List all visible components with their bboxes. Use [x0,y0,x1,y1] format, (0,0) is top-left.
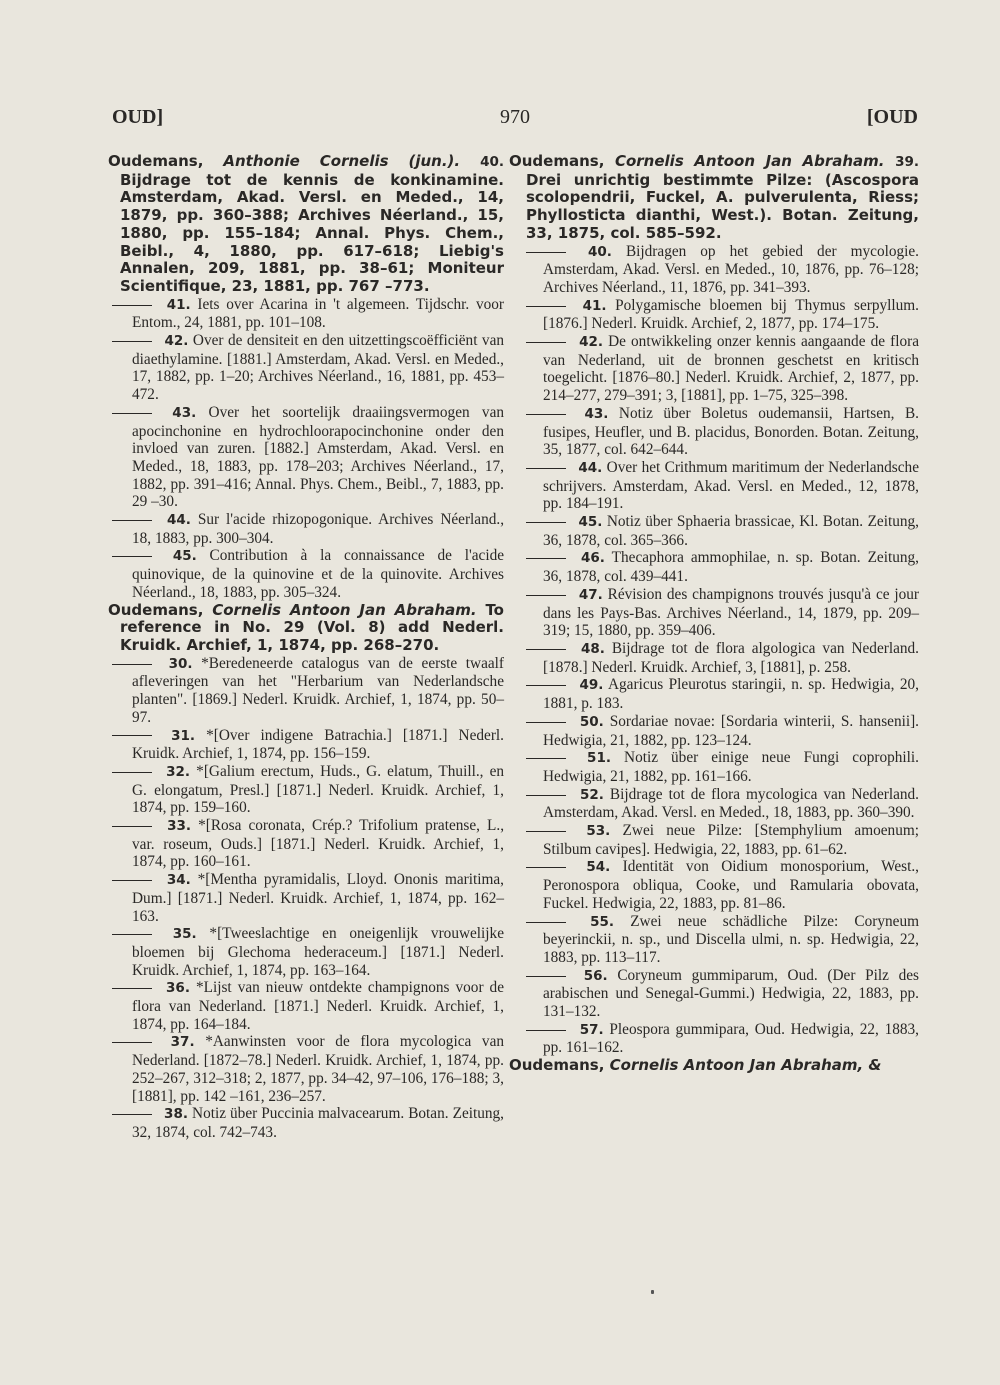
bibliography-entry [543,586,919,640]
entry-text: Drei unrichtig bestimmte Pilze: (Ascospora scolopendrii, Fuckel, A. pulverulenta, Riess; Phyllosticta dianthi, West.). Botan. Zeitung, 33, 1875, col. 585–592. [526,170,919,242]
entry-text: Notiz über Sphaeria brassicae, Kl. Botan. Zeitung, 36, 1878, col. 365–366. [543,513,919,549]
entry-number: 53. [586,823,611,840]
entry-text: Identität von Oidium monosporium, West., Peronospora obliqua, Cooke, und Ramularia obovata, Fuckel. Hedwigia, 22, 1883, pp. 81–86. [543,858,920,912]
entry-text: Zwei neue schädliche Pilze: Coryneum beyerinckii, n. sp., und Discella ulmi, n. sp. Hedwigia, 22, 1883, pp. 113–117. [543,912,920,966]
bibliography-entry [132,547,504,601]
ditto-dash [112,880,152,881]
bibliography-entry [543,1021,919,1057]
ditto-dash [526,1030,566,1031]
entry-text: *Lijst van nieuw ontdekte champignons voor de flora van Nederland. [1871.] Nederl. Kruidk. Archief, 1, 1874, pp. 164–184. [132,979,504,1033]
entry-text: Agaricus Pleurotus staringii, n. sp. Hedwigia, 20, 1881, p. 183. [543,676,919,713]
entry-number: 41. [582,297,607,314]
ditto-dash [112,1042,152,1043]
bibliography-entry [543,333,919,405]
ditto-dash [112,413,152,414]
entry-number: 52. [580,786,604,803]
author-given-names: Anthonie Cornelis (jun.). [223,152,461,170]
author-given-names: Cornelis Antoon Jan Abraham. [212,600,477,619]
bibliography-entry [543,967,919,1021]
entry-number: 50. [579,713,604,730]
entry-number: 54. [586,859,611,876]
bibliography-entry [543,297,919,333]
ditto-dash [526,758,566,759]
left-column [108,152,505,1142]
entry-text: Zwei neue Pilze: [Stemphylium amoenum; Stilbum cavipes]. Hedwigia, 22, 1883, pp. 61–62. [543,822,920,858]
entry-text: *Beredeneerde catalogus van de eerste twaalf afleveringen van het "Herbarium van Nederlandsche planten". [1869.] Nederl. Kruidk. Archief, 1, 1874, pp. 50–97. [132,654,505,726]
bibliography-entry [543,822,919,858]
author-name: Oudemans, [108,152,204,170]
bibliography-entry [543,713,919,749]
bibliography-entry [132,332,504,404]
ditto-dash [112,305,152,306]
bibliography-entry [543,749,919,785]
ditto-dash [526,649,566,650]
entry-number: 57. [579,1021,604,1038]
entry-text: Notiz über Puccinia malvacearum. Botan. Zeitung, 32, 1874, col. 742–743. [132,1105,505,1141]
ditto-dash [526,831,566,832]
entry-number: 40. [588,243,612,260]
bibliography-entry [132,871,504,925]
ditto-dash [526,522,566,523]
entry-text: Over het Crithmum maritimum der Nederlandsche schrijvers. Amsterdam, Akad. Versl. en Meded., 12, 1878, pp. 184–191. [543,458,919,513]
entry-number: 48. [580,640,605,657]
ditto-dash [526,795,566,796]
bibliography-entry [132,655,504,727]
entry-number: 37. [170,1034,195,1051]
author-name: Oudemans, [108,600,204,619]
ditto-dash [112,735,152,736]
entry-number: 42. [164,333,189,350]
ditto-dash [526,306,566,307]
ditto-dash [526,976,566,977]
entry-text: De ontwikkeling onzer kennis aangaande de flora van Nederland, uit de bronnen geschetst en kritisch toegelicht. [1876–80.] Nederl. Kruidk. Archief, 2, 1877, pp. 214–277, 279–391; 3, [1881], pp. 1–75, 325–398. [543,333,919,405]
entry-number: 47. [578,586,603,603]
printing-speck [651,1290,654,1294]
entry-text: Polygamische bloemen bij Thymus serpyllum. [1876.] Nederl. Kruidk. Archief, 2, 1877, pp. 174–175. [543,296,919,333]
header-right-guide: [OUD [866,106,918,128]
bibliography-entry [543,243,919,297]
entry-text: Bijdragen op het gebied der mycologie. Amsterdam, Akad. Versl. en Meded., 10, 1876, pp. 76–128; Archives Néerland., 11, 1876, pp. 341–393. [543,242,919,296]
entry-number: 41. [166,296,191,313]
entry-number: 36. [166,980,190,997]
bibliography-entry [543,405,919,459]
entry-number: 44. [166,512,191,529]
entry-number: 40. [480,154,504,170]
entry-text: Over de densiteit en den uitzettingscoëfficiënt van diaethylamine. [1881.] Amsterdam, Akad. Versl. en Meded., 17, 1882, pp. 1–20; Archives Néerland., 16, 1881, pp. 453–472. [132,332,505,404]
page-header [112,106,918,136]
ditto-dash [112,988,152,989]
bibliography-entry [132,511,504,547]
entry-text: *[Rosa coronata, Crép.? Trifolium pratense, L., var. roseum, Ouds.] [1871.] Nederl. Kruidk. Archief, 1, 1874, pp. 160–161. [132,817,505,871]
entry-number: 51. [587,750,611,767]
ditto-dash [526,685,566,686]
entry-text: Bijdrage tot de kennis de konkinamine. Amsterdam, Akad. Versl. en Meded., 14, 1879, pp. 360–388; Archives Néerland., 15, 1880, pp. 155–184; Annal. Phys. Chem., Beibl., 4, 1880, pp. 617–618; Liebig's Annalen, 209, 1881, pp. 38–61; Moniteur Scientifique, 23, 1881, pp. 767 –773. [120,170,504,295]
ditto-dash [112,664,152,665]
entry-number: 35. [172,926,197,943]
bibliography-entry [543,459,919,513]
bibliography-entry [108,600,504,655]
bibliography-entry [543,676,919,712]
entry-number: 46. [581,550,605,567]
entry-number: 45. [172,548,197,565]
entry-number: 56. [583,967,608,984]
ditto-dash [112,772,152,773]
entry-text: Sur l'acide rhizopogonique. Archives Néerland., 18, 1883, pp. 300–304. [132,511,505,547]
entry-text: Contribution à la connaissance de l'acide quinovique, de la quinovine et de la quinovite. Archives Néerland., 18, 1883, pp. 305–324. [132,547,505,601]
header-left-guide: OUD] [112,106,164,128]
entry-number: 42. [579,334,604,351]
ditto-dash [112,1114,152,1115]
entry-number: 45. [578,514,603,531]
entry-number: 38. [164,1106,188,1123]
entry-text: Thecaphora ammophilae, n. sp. Botan. Zeitung, 36, 1878, col. 439–441. [543,549,919,586]
author-name: Oudemans, [509,152,605,170]
entry-text: *[Tweeslachtige en oneigenlijk vrouwelijke bloemen bij Glechoma hederaceum.] [1871.] Nederl. Kruidk. Archief, 1, 1874, pp. 163–164. [132,925,504,979]
ditto-dash [112,556,152,557]
author-given-names: Cornelis Antoon Jan Abraham. [614,152,885,170]
entry-text: Révision des champignons trouvés jusqu'à ce jour dans les Pays-Bas. Archives Néerland., 14, 1879, pp. 209–319; 15, 1880, pp. 359–406. [543,585,920,640]
entry-text: Notiz über einige neue Fungi coprophili. Hedwigia, 21, 1882, pp. 161–166. [543,749,920,785]
bibliography-entry [509,152,919,243]
entry-number: 32. [166,763,191,780]
author-name: Oudemans, [509,1056,605,1075]
bibliography-entry [132,979,504,1033]
entry-text: Over het soortelijk draaiingsvermogen van apocinchonine en hydrochloorapocinchonine onder den invloed van zuren. [1882.] Amsterdam, Akad. Versl. en Meded., 18, 1883, pp. 178–203; Archives Néerland., 17, 1882, pp. 391–416; Annal. Phys. Chem., Beibl., 7, 1883, pp. 29 –30. [132,403,505,511]
bibliography-entry [132,727,504,763]
entry-number: 43. [172,404,197,421]
bibliography-entry [132,817,504,871]
bibliography-entry [543,858,919,912]
entry-number: 39. [895,154,919,170]
entry-text: *[Galium erectum, Huds., G. elatum, Thuill., en G. elongatum, Presl.] [1871.] Nederl. Kruidk. Archief, 1, 1874, pp. 159–160. [132,762,505,817]
ditto-dash [526,722,566,723]
entry-text: Bijdrage tot de flora mycologica van Nederland. Amsterdam, Akad. Versl. en Meded., 18, 1883, pp. 360–390. [543,785,919,822]
bibliography-entry [543,513,919,549]
entry-number: 31. [171,727,196,744]
bibliography-entry [543,549,919,585]
entry-text: *Aanwinsten voor de flora mycologica van Nederland. [1872–78.] Nederl. Kruidk. Archief, 1, 1874, pp. 252–267, 312–318; 2, 1877, pp. 34–42, 97–106, 176–188; 3, [1881], pp. 142 –161, 236–257. [132,1033,505,1105]
ditto-dash [526,922,566,923]
bibliography-entry [132,296,504,332]
ditto-dash [112,934,152,935]
ditto-dash [112,341,152,342]
entry-number: 30. [168,655,193,672]
ditto-dash [526,252,566,253]
author-given-names: Cornelis Antoon Jan Abraham, & [609,1056,882,1075]
ditto-dash [526,867,566,868]
ditto-dash [526,414,566,415]
entry-text: Notiz über Boletus oudemansii, Hartsen, B. fusipes, Heufler, und B. placidus, Bonorden. Botan. Zeitung, 35, 1877, col. 642–644. [543,404,919,459]
entry-number: 43. [584,405,609,422]
ditto-dash [112,520,152,521]
entry-number: 55. [590,913,615,930]
ditto-dash [526,468,566,469]
entry-text: Iets over Acarina in 't algemeen. Tijdschr. voor Entom., 24, 1881, pp. 101–108. [132,295,504,332]
ditto-dash [526,342,566,343]
ditto-dash [526,595,566,596]
entry-text: Bijdrage tot de flora algologica van Nederland. [1878.] Nederl. Kruidk. Archief, 3, [1881], p. 258. [543,639,919,676]
bibliography-entry [543,640,919,676]
entry-number: 44. [578,459,603,476]
entry-text: Coryneum gummiparum, Oud. (Der Pilz des arabischen und Senegal-Gummi.) Hedwigia, 22, 1883, pp. 131–132. [543,966,920,1021]
entry-text: *[Over indigene Batrachia.] [1871.] Nederl. Kruidk. Archief, 1, 1874, pp. 156–159. [132,726,505,763]
entry-text: Sordariae novae: [Sordaria winterii, S. hansenii]. Hedwigia, 21, 1882, pp. 123–124. [543,712,920,749]
entry-text: To reference in No. 29 (Vol. 8) add Nederl. Kruidk. Archief, 1, 1874, pp. 268–270. [120,600,504,654]
right-column [509,152,920,1075]
ditto-dash [526,558,566,559]
bibliography-entry [543,786,919,822]
bibliography-entry [509,1056,919,1075]
entry-number: 49. [579,677,604,694]
bibliography-entry [132,1033,504,1105]
bibliography-entry [543,913,919,967]
entry-number: 33. [167,818,191,835]
bibliography-entry [132,925,504,979]
bibliography-entry [108,152,504,296]
page-number: 970 [500,106,530,128]
ditto-dash [112,826,152,827]
entry-number: 34. [166,872,191,889]
bibliography-entry [132,763,504,817]
bibliography-entry [132,404,504,511]
entry-text: *[Mentha pyramidalis, Lloyd. Ononis maritima, Dum.] [1871.] Nederl. Kruidk. Archief, 1, 1874, pp. 162–163. [132,871,504,925]
bibliography-entry [132,1105,504,1141]
entry-text: Pleospora gummipara, Oud. Hedwigia, 22, 1883, pp. 161–162. [543,1020,919,1057]
